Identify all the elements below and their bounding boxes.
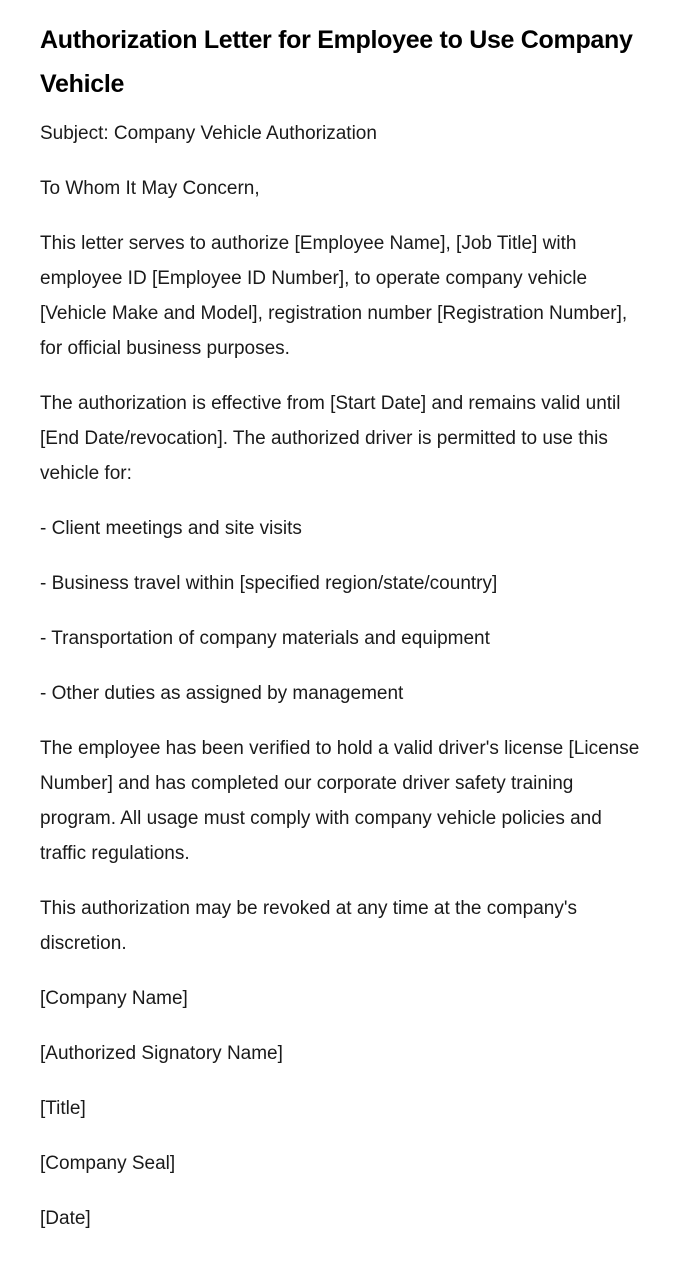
effective-period-paragraph: The authorization is effective from [Start Date] and remains valid until [End Date/revocation]. The authorized driver is permitted to use this vehicle for: [40,393,621,484]
intro-paragraph: This letter serves to authorize [Employee Name], [Job Title] with employee ID [Employee ID Number], to operate company vehicle [Vehicle Make and Model], registration number [Registration Number], for official business purposes. [40,233,628,359]
use-list-item: - Business travel within [specified region/state/country] [40,573,498,594]
subject-line: Subject: Company Vehicle Authorization [40,123,377,144]
letter-document [40,18,640,1256]
company-seal-placeholder: [Company Seal] [40,1153,176,1174]
signatory-name-placeholder: [Authorized Signatory Name] [40,1043,283,1064]
signatory-title-placeholder: [Title] [40,1098,86,1119]
company-name-placeholder: [Company Name] [40,988,188,1009]
use-list-item: - Client meetings and site visits [40,518,302,539]
revocation-paragraph: This authorization may be revoked at any time at the company's discretion. [40,898,577,954]
date-placeholder: [Date] [40,1208,91,1229]
letter-title: Authorization Letter for Employee to Use Company Vehicle [40,26,633,98]
use-list-item: - Other duties as assigned by management [40,683,404,704]
salutation: To Whom It May Concern, [40,178,260,199]
verification-paragraph: The employee has been verified to hold a valid driver's license [License Number] and has completed our corporate driver safety training program. All usage must comply with company vehicle policies and traffic regulations. [40,738,640,864]
use-list-item: - Transportation of company materials and equipment [40,628,490,649]
